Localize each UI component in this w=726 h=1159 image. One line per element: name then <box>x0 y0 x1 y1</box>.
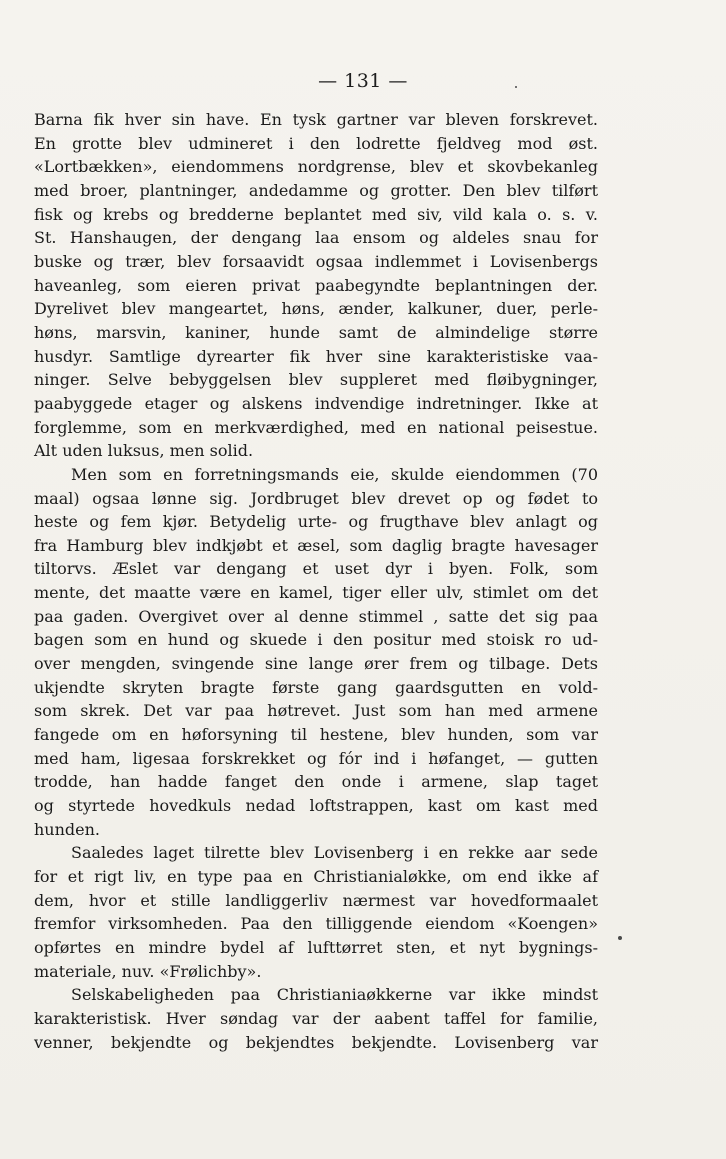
text-line: heste og fem kjør. Betydelig urte- og frugthave blev anlagt og <box>34 512 598 532</box>
text-line: haveanleg, som eieren privat paabegyndte beplantningen der. <box>34 275 598 295</box>
text-line: St. Hanshaugen, der dengang laa ensom og aldeles snau for <box>34 228 598 248</box>
margin-speck <box>515 86 517 88</box>
text-line: Saaledes laget tilrette blev Lovisenberg i en rekke aar sede <box>71 843 598 863</box>
text-line: fisk og krebs og bredderne beplantet med siv, vild kala o. s. v. <box>34 204 598 224</box>
margin-speck <box>618 936 622 940</box>
text-line: «Lortbækken», eiendommens nordgrense, blev et skovbekanleg <box>34 157 598 177</box>
text-line: Alt uden luksus, men solid. <box>34 441 254 461</box>
text-line: buske og trær, blev forsaavidt ogsaa indlemmet i Lovisenbergs <box>34 251 598 271</box>
text-line: maal) ogsaa lønne sig. Jordbruget blev drevet op og fødet to <box>34 488 598 508</box>
text-line: bagen som en hund og skuede i den positur med stoisk ro ud- <box>34 630 598 650</box>
text-line: hunden. <box>34 819 101 839</box>
text-line: ninger. Selve bebyggelsen blev suppleret med fløibygninger, <box>34 370 598 390</box>
text-line: materiale, nuv. «Frølichby». <box>34 961 262 981</box>
text-line: fra Hamburg blev indkjøbt et æsel, som daglig bragte havesager <box>34 535 598 555</box>
text-line: fremfor virksomheden. Paa den tilliggende eiendom «Koengen» <box>34 914 598 934</box>
text-line: opførtes en mindre bydel af lufttørret sten, et nyt bygnings- <box>34 937 598 957</box>
text-line: karakteristisk. Hver søndag var der aabent taffel for familie, <box>34 1008 598 1028</box>
text-line: Men som en forretningsmands eie, skulde eiendommen (70 <box>71 464 598 484</box>
text-line: Dyrelivet blev mangeartet, høns, ænder, kalkuner, duer, perle- <box>34 299 598 319</box>
text-line: mente, det maatte være en kamel, tiger eller ulv, stimlet om det <box>34 583 598 603</box>
text-line: paa gaden. Overgivet over al denne stimmel , satte det sig paa <box>34 606 598 626</box>
text-line: En grotte blev udmineret i den lodrette fjeldveg mod øst. <box>34 133 598 153</box>
text-line: og styrtede hovedkuls nedad loftstrappen, kast om kast med <box>34 796 598 816</box>
text-line: med broer, plantninger, andedamme og grotter. Den blev tilført <box>34 180 598 200</box>
text-line: dem, hvor et stille landliggerliv nærmest var hovedformaalet <box>34 890 598 910</box>
text-line: trodde, han hadde fanget den onde i armene, slap taget <box>34 772 598 792</box>
text-line: for et rigt liv, en type paa en Christianialøkke, om end ikke af <box>34 867 598 886</box>
text-line: husdyr. Samtlige dyrearter fik hver sine karakteristiske vaa- <box>34 346 598 366</box>
page-number: — 131 — <box>318 70 408 92</box>
text-line: Barna fik hver sin have. En tysk gartner var bleven forskrevet. <box>34 110 598 129</box>
text-line: høns, marsvin, kaniner, hunde samt de almindelige større <box>34 322 598 342</box>
text-line: ukjendte skryten bragte første gang gaardsgutten en vold- <box>34 677 598 697</box>
text-line: forglemme, som en merkværdighed, med en national peisestue. <box>34 417 598 437</box>
text-line: venner, bekjendte og bekjendtes bekjendte. Lovisenberg var <box>34 1032 598 1052</box>
text-line: paabyggede etager og alskens indvendige indretninger. Ikke at <box>34 393 598 413</box>
text-line: med ham, ligesaa forskrekket og fór ind i høfanget, — gutten <box>34 748 598 768</box>
text-line: tiltorvs. Æslet var dengang et uset dyr i byen. Folk, som <box>34 559 598 579</box>
text-line: over mengden, svingende sine lange ører frem og tilbage. Dets <box>34 654 598 674</box>
text-line: som skrek. Det var paa høtrevet. Just som han med armene <box>34 701 598 721</box>
text-line: fangede om en høforsyning til hestene, blev hunden, som var <box>34 725 598 745</box>
text-line: Selskabeligheden paa Christianiaøkkerne var ikke mindst <box>71 985 598 1005</box>
body-text <box>34 108 598 1054</box>
